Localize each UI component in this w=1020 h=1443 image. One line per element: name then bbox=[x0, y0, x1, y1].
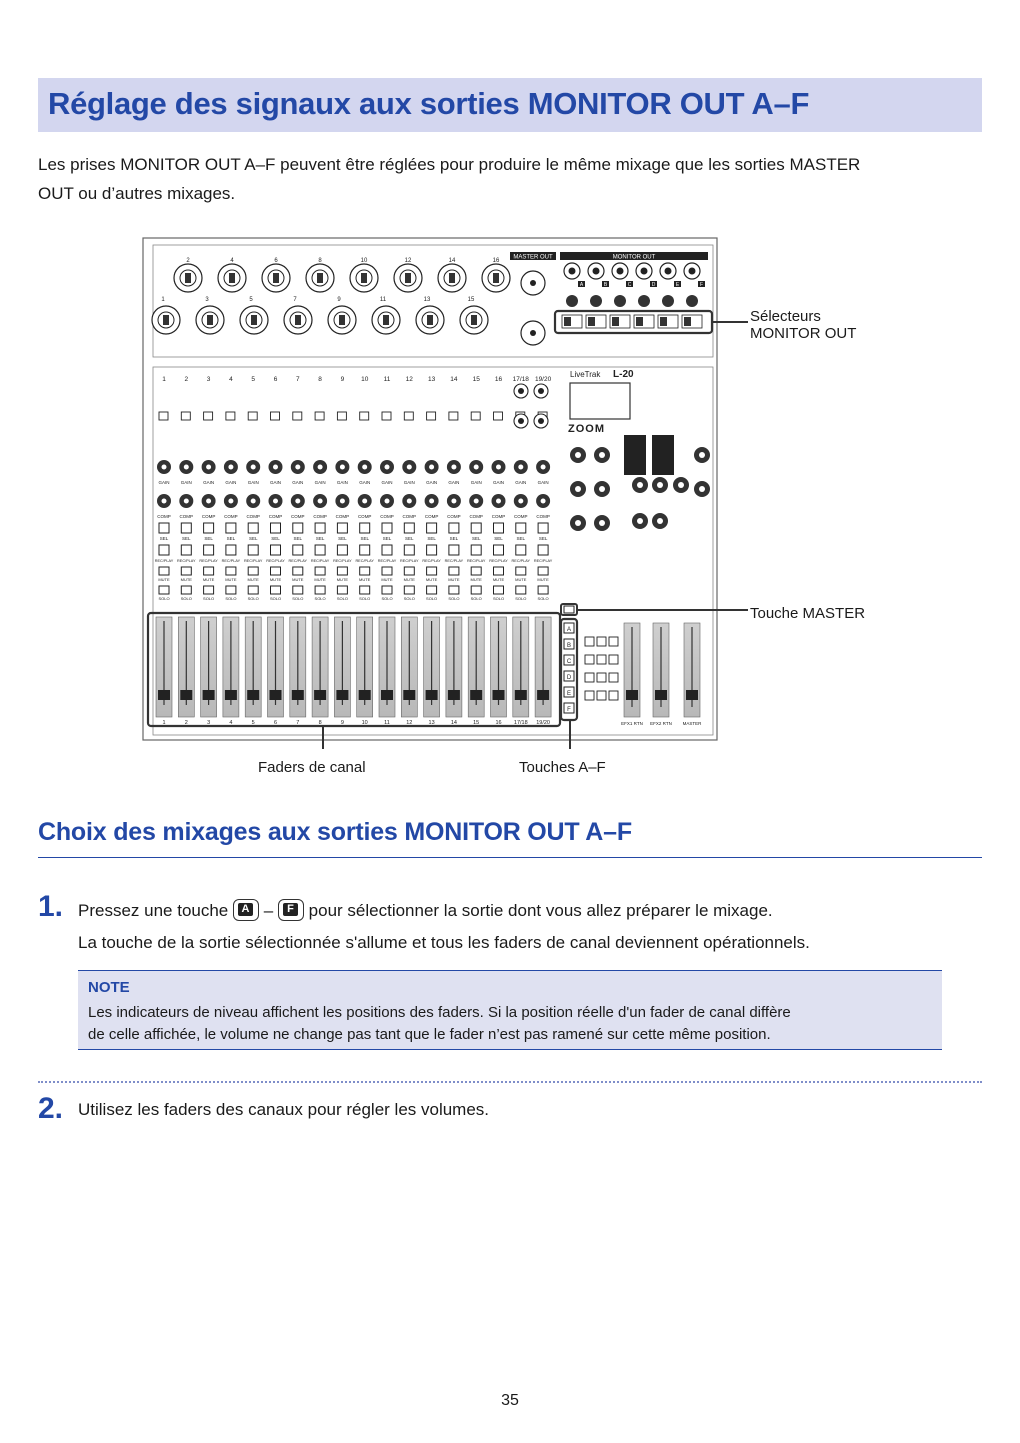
channel-number: 7 bbox=[295, 376, 300, 383]
fader-number: 12 bbox=[406, 720, 413, 726]
sel-label: SEL bbox=[204, 536, 213, 541]
comp-label: COMP bbox=[179, 514, 194, 519]
fader-number: 9 bbox=[340, 720, 344, 726]
channel-number: 8 bbox=[318, 376, 322, 383]
channel-number: 6 bbox=[273, 376, 278, 383]
channel-number: 17/18 bbox=[512, 376, 529, 383]
mute-label: MUTE bbox=[202, 577, 215, 582]
rec-play-label: REC/PLAY bbox=[266, 559, 285, 563]
rec-play-label: REC/PLAY bbox=[355, 559, 374, 563]
mute-label: MUTE bbox=[314, 577, 326, 582]
gain-label: GAIN bbox=[359, 480, 371, 485]
note-box bbox=[78, 970, 942, 1050]
jack-number-even: 2 bbox=[186, 258, 190, 264]
sel-label: SEL bbox=[494, 536, 503, 541]
sel-label: SEL bbox=[449, 536, 459, 541]
monitor-key-letter: D bbox=[566, 675, 572, 681]
sel-label: SEL bbox=[293, 536, 303, 541]
fader-number: 7 bbox=[296, 720, 300, 726]
comp-label: COMP bbox=[424, 514, 439, 519]
gain-label: GAIN bbox=[203, 480, 215, 485]
gain-label: GAIN bbox=[292, 480, 304, 485]
master-out-label: MASTER OUT bbox=[513, 254, 553, 261]
channel-number: 13 bbox=[427, 376, 436, 383]
comp-label: COMP bbox=[291, 514, 305, 519]
jack-number-even: 12 bbox=[404, 258, 412, 264]
mute-label: MUTE bbox=[403, 577, 415, 582]
mute-label: MUTE bbox=[359, 577, 371, 582]
gain-label: GAIN bbox=[537, 480, 549, 485]
sel-label: SEL bbox=[471, 536, 481, 541]
gain-label: GAIN bbox=[381, 480, 393, 485]
step-1-line-2: La touche de la sortie sélectionnée s'allume et tous les faders de canal deviennent opérationnels. bbox=[78, 933, 810, 952]
comp-label: COMP bbox=[469, 514, 483, 519]
mute-label: MUTE bbox=[336, 577, 349, 582]
solo-label: SOLO bbox=[470, 596, 482, 601]
sel-label: SEL bbox=[360, 536, 369, 541]
gain-label: GAIN bbox=[158, 480, 170, 485]
sel-label: SEL bbox=[516, 536, 526, 541]
comp-label: COMP bbox=[357, 514, 372, 519]
jack-number-even: 6 bbox=[274, 258, 278, 264]
fader-number: 8 bbox=[318, 720, 322, 726]
gain-label: GAIN bbox=[180, 480, 192, 485]
sel-label: SEL bbox=[226, 536, 236, 541]
comp-label: COMP bbox=[536, 514, 550, 519]
jack-number-even: 16 bbox=[492, 258, 500, 264]
channel-number: 19/20 bbox=[534, 376, 552, 383]
brand-logo: ZOOM bbox=[568, 423, 605, 435]
note-line-2: de celle affichée, le volume ne change pas tant que le fader n’est pas ramené sur cette même position. bbox=[88, 1026, 771, 1043]
fader-number: 4 bbox=[229, 720, 233, 726]
fader-number: 19/20 bbox=[536, 720, 550, 726]
comp-label: COMP bbox=[224, 514, 238, 519]
comp-label: COMP bbox=[491, 514, 506, 519]
step-2-number: 2. bbox=[38, 1092, 64, 1125]
sel-label: SEL bbox=[405, 536, 414, 541]
solo-label: SOLO bbox=[292, 596, 304, 601]
key-a-icon bbox=[233, 899, 259, 921]
mute-label: MUTE bbox=[515, 577, 527, 582]
comp-label: COMP bbox=[514, 514, 528, 519]
jack-number-even: 14 bbox=[448, 258, 456, 264]
comp-label: COMP bbox=[447, 514, 461, 519]
page-number: 35 bbox=[501, 1392, 519, 1409]
rec-play-label: REC/PLAY bbox=[243, 559, 263, 563]
mute-label: MUTE bbox=[381, 577, 393, 582]
rec-play-label: REC/PLAY bbox=[310, 559, 330, 563]
mute-label: MUTE bbox=[247, 577, 259, 582]
rec-play-label: REC/PLAY bbox=[466, 559, 486, 563]
fader-number: 15 bbox=[473, 720, 480, 726]
solo-label: SOLO bbox=[448, 596, 460, 601]
monitor-key-letter: F bbox=[567, 707, 571, 713]
monitor-key-letter: E bbox=[566, 691, 572, 697]
comp-label: COMP bbox=[246, 514, 260, 519]
mute-label: MUTE bbox=[269, 577, 282, 582]
comp-label: COMP bbox=[335, 514, 350, 519]
label-keys-a-f: Touches A–F bbox=[519, 759, 606, 776]
mixer-figure bbox=[140, 235, 1000, 795]
comp-label: COMP bbox=[313, 514, 327, 519]
channel-number: 5 bbox=[251, 376, 256, 383]
step-1-dash: – bbox=[263, 901, 274, 920]
sel-label: SEL bbox=[315, 536, 325, 541]
monitor-letter: C bbox=[627, 282, 632, 288]
sel-label: SEL bbox=[182, 536, 191, 541]
mute-label: MUTE bbox=[180, 577, 192, 582]
solo-label: SOLO bbox=[180, 596, 192, 601]
return-fader-label: MASTER bbox=[682, 721, 702, 726]
solo-label: SOLO bbox=[537, 596, 549, 601]
channel-number: 1 bbox=[162, 376, 166, 383]
jack-number-odd: 7 bbox=[293, 297, 297, 303]
fader-number: 16 bbox=[495, 720, 502, 726]
rec-play-label: REC/PLAY bbox=[154, 559, 174, 563]
gain-label: GAIN bbox=[225, 480, 237, 485]
gain-label: GAIN bbox=[336, 480, 348, 485]
monitor-letter: A bbox=[579, 282, 584, 288]
section-title: Choix des mixages aux sorties MONITOR OUT A–F bbox=[38, 818, 632, 846]
sel-label: SEL bbox=[271, 536, 280, 541]
intro-paragraph bbox=[38, 150, 988, 208]
jack-number-even: 10 bbox=[360, 258, 368, 264]
mute-label: MUTE bbox=[225, 577, 237, 582]
monitor-key-letter: C bbox=[566, 659, 572, 665]
rec-play-label: REC/PLAY bbox=[533, 559, 553, 563]
jack-number-even: 8 bbox=[318, 258, 322, 264]
intro-line-2: OUT ou d’autres mixages. bbox=[38, 184, 236, 203]
label-master-key: Touche MASTER bbox=[750, 605, 866, 622]
channel-number: 10 bbox=[361, 376, 369, 383]
mute-label: MUTE bbox=[425, 577, 438, 582]
section-rule bbox=[38, 857, 982, 858]
jack-number-odd: 13 bbox=[423, 297, 431, 303]
rec-play-label: REC/PLAY bbox=[377, 559, 397, 563]
step-1-after: pour sélectionner la sortie dont vous allez préparer le mixage. bbox=[308, 901, 773, 920]
solo-label: SOLO bbox=[247, 596, 259, 601]
rec-play-label: REC/PLAY bbox=[444, 559, 464, 563]
rec-play-label: REC/PLAY bbox=[489, 559, 508, 563]
step-1-line-1 bbox=[78, 899, 773, 921]
mute-label: MUTE bbox=[537, 577, 549, 582]
solo-label: SOLO bbox=[381, 596, 393, 601]
sel-label: SEL bbox=[338, 536, 347, 541]
sel-label: SEL bbox=[427, 536, 436, 541]
intro-line-1: Les prises MONITOR OUT A–F peuvent être réglées pour produire le même mixage que les sorties MASTER bbox=[38, 155, 861, 174]
monitor-letter: E bbox=[675, 282, 680, 288]
channel-number: 11 bbox=[383, 376, 391, 383]
monitor-key-letter: B bbox=[566, 643, 572, 649]
sel-label: SEL bbox=[248, 536, 258, 541]
rec-play-label: REC/PLAY bbox=[221, 559, 241, 563]
key-f-letter: F bbox=[283, 903, 298, 916]
mute-label: MUTE bbox=[470, 577, 482, 582]
comp-label: COMP bbox=[402, 514, 417, 519]
solo-label: SOLO bbox=[158, 596, 170, 601]
solo-label: SOLO bbox=[314, 596, 326, 601]
channel-number: 9 bbox=[340, 376, 345, 383]
monitor-letter: B bbox=[603, 282, 608, 288]
channel-number: 14 bbox=[450, 376, 458, 383]
model-label: LiveTrak bbox=[570, 370, 601, 379]
comp-label: COMP bbox=[268, 514, 283, 519]
monitor-letter: F bbox=[699, 282, 704, 288]
gain-label: GAIN bbox=[314, 480, 326, 485]
fader-number: 17/18 bbox=[513, 720, 528, 726]
jack-number-odd: 9 bbox=[337, 297, 341, 303]
rec-play-label: REC/PLAY bbox=[422, 559, 441, 563]
fader-number: 13 bbox=[428, 720, 435, 726]
gain-label: GAIN bbox=[269, 480, 282, 485]
channel-number: 3 bbox=[206, 376, 211, 383]
fader-number: 1 bbox=[162, 720, 166, 726]
gain-label: GAIN bbox=[470, 480, 482, 485]
comp-label: COMP bbox=[201, 514, 216, 519]
label-monitor-out-selectors bbox=[750, 308, 856, 342]
gain-label: GAIN bbox=[403, 480, 415, 485]
jack-number-odd: 5 bbox=[249, 297, 253, 303]
solo-label: SOLO bbox=[203, 596, 215, 601]
sel-label: SEL bbox=[382, 536, 392, 541]
rec-play-label: REC/PLAY bbox=[511, 559, 531, 563]
leader-lines bbox=[140, 235, 1000, 795]
fader-number: 6 bbox=[273, 720, 278, 726]
fader-number: 11 bbox=[384, 720, 390, 726]
label-channel-faders: Faders de canal bbox=[258, 759, 366, 776]
jack-number-odd: 15 bbox=[467, 297, 475, 303]
channel-number: 4 bbox=[229, 376, 233, 383]
jack-number-even: 4 bbox=[230, 258, 234, 264]
jack-number-odd: 11 bbox=[379, 297, 387, 303]
solo-label: SOLO bbox=[426, 596, 438, 601]
note-line-1: Les indicateurs de niveau affichent les positions des faders. Si la position réelle d'un fader de canal diffère bbox=[88, 1004, 791, 1021]
model-number: L-20 bbox=[613, 369, 634, 380]
solo-label: SOLO bbox=[515, 596, 527, 601]
gain-label: GAIN bbox=[448, 480, 460, 485]
sel-label: SEL bbox=[159, 536, 169, 541]
step-1-number: 1. bbox=[38, 890, 64, 923]
mute-label: MUTE bbox=[158, 577, 170, 582]
solo-label: SOLO bbox=[492, 596, 505, 601]
jack-number-odd: 1 bbox=[161, 297, 165, 303]
gain-label: GAIN bbox=[492, 480, 505, 485]
rec-play-label: REC/PLAY bbox=[400, 559, 419, 563]
monitor-out-label: MONITOR OUT bbox=[612, 254, 656, 261]
monitor-key-letter: A bbox=[566, 627, 572, 633]
title-bar bbox=[38, 78, 982, 132]
solo-label: SOLO bbox=[269, 596, 282, 601]
solo-label: SOLO bbox=[403, 596, 415, 601]
gain-label: GAIN bbox=[515, 480, 527, 485]
solo-label: SOLO bbox=[359, 596, 371, 601]
step-2-text: Utilisez les faders des canaux pour régler les volumes. bbox=[78, 1100, 490, 1119]
channel-number: 15 bbox=[472, 376, 480, 383]
step-1-before: Pressez une touche bbox=[78, 901, 229, 920]
channel-number: 2 bbox=[184, 376, 189, 383]
key-a-letter: A bbox=[238, 903, 253, 916]
note-title: NOTE bbox=[88, 979, 130, 996]
gain-label: GAIN bbox=[247, 480, 259, 485]
monitor-letter: D bbox=[651, 282, 656, 288]
channel-number: 12 bbox=[405, 376, 413, 383]
jack-number-odd: 3 bbox=[205, 297, 209, 303]
return-fader-label: EFX2 RTN bbox=[650, 721, 672, 726]
solo-label: SOLO bbox=[336, 596, 348, 601]
page-title: Réglage des signaux aux sorties MONITOR OUT A–F bbox=[48, 86, 810, 121]
fader-number: 5 bbox=[251, 720, 255, 726]
rec-play-label: REC/PLAY bbox=[199, 559, 218, 563]
channel-number: 16 bbox=[494, 376, 503, 383]
solo-label: SOLO bbox=[225, 596, 237, 601]
sel-label: SEL bbox=[538, 536, 548, 541]
rec-play-label: REC/PLAY bbox=[333, 559, 352, 563]
label-selectors-line2: MONITOR OUT bbox=[750, 325, 857, 342]
rec-play-label: REC/PLAY bbox=[288, 559, 308, 563]
fader-number: 2 bbox=[184, 720, 188, 726]
fader-number: 3 bbox=[207, 720, 211, 726]
comp-label: COMP bbox=[157, 514, 171, 519]
fader-number: 14 bbox=[450, 720, 457, 726]
dotted-separator bbox=[38, 1081, 982, 1083]
note-text bbox=[88, 1002, 938, 1046]
fader-number: 10 bbox=[361, 720, 368, 726]
return-fader-label: EFX1 RTN bbox=[621, 721, 643, 726]
mute-label: MUTE bbox=[492, 577, 505, 582]
mute-label: MUTE bbox=[292, 577, 304, 582]
key-f-icon bbox=[278, 899, 304, 921]
rec-play-label: REC/PLAY bbox=[177, 559, 196, 563]
label-selectors-line1: Sélecteurs bbox=[750, 308, 821, 325]
mute-label: MUTE bbox=[448, 577, 460, 582]
gain-label: GAIN bbox=[426, 480, 438, 485]
comp-label: COMP bbox=[380, 514, 394, 519]
